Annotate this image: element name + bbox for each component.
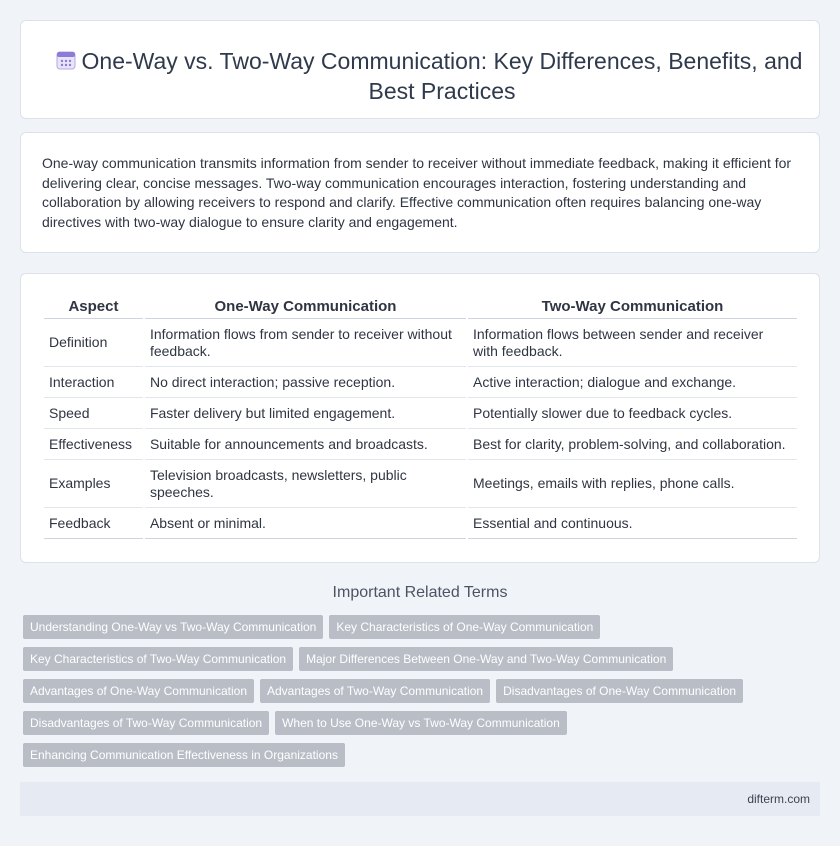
two-way-cell: Meetings, emails with replies, phone calls.	[468, 460, 797, 508]
related-terms-heading: Important Related Terms	[332, 584, 508, 601]
related-term-tag[interactable]: Understanding One-Way vs Two-Way Communication	[23, 615, 323, 639]
comparison-table	[42, 295, 799, 539]
aspect-cell: Examples	[44, 460, 143, 508]
table-row	[44, 367, 797, 398]
page-title: One-Way vs. Two-Way Communication: Key Differences, Benefits, and Best Practices	[81, 48, 803, 104]
aspect-cell: Definition	[44, 319, 143, 367]
table-row	[44, 460, 797, 508]
one-way-cell: No direct interaction; passive reception.	[145, 367, 466, 398]
two-way-cell: Potentially slower due to feedback cycles.	[468, 398, 797, 429]
intro-paragraph: One-way communication transmits information from sender to receiver without immediate feedback, making it efficient for delivering clear, concise messages. Two-way communication encourages interaction, fostering understanding and collaboration by allowing receivers to respond and clarify. Effective communication often requires balancing one-way directives with two-way dialogue to ensure clarity and engagement.	[42, 155, 792, 230]
footer-bar	[20, 782, 820, 816]
one-way-cell: Suitable for announcements and broadcasts.	[145, 429, 466, 460]
title-card	[20, 20, 820, 119]
two-way-cell: Active interaction; dialogue and exchange.	[468, 367, 797, 398]
related-term-tag[interactable]: Disadvantages of Two-Way Communication	[23, 711, 269, 735]
two-way-cell: Essential and continuous.	[468, 508, 797, 539]
one-way-cell: Absent or minimal.	[145, 508, 466, 539]
table-row	[44, 319, 797, 367]
aspect-cell: Feedback	[44, 508, 143, 539]
table-header-row	[44, 295, 797, 319]
related-term-tag[interactable]: Key Characteristics of Two-Way Communication	[23, 647, 293, 671]
related-term-tag[interactable]: Key Characteristics of One-Way Communication	[329, 615, 600, 639]
calendar-grid-icon	[55, 49, 77, 71]
one-way-cell: Television broadcasts, newsletters, public speeches.	[145, 460, 466, 508]
related-term-tag[interactable]: Enhancing Communication Effectiveness in Organizations	[23, 743, 345, 767]
aspect-cell: Effectiveness	[44, 429, 143, 460]
footer-site-name: difterm.com	[747, 792, 810, 806]
related-term-tag[interactable]: Major Differences Between One-Way and Two-Way Communication	[299, 647, 673, 671]
table-row	[44, 508, 797, 539]
two-way-cell: Best for clarity, problem-solving, and collaboration.	[468, 429, 797, 460]
one-way-cell: Faster delivery but limited engagement.	[145, 398, 466, 429]
header-two-way: Two-Way Communication	[468, 295, 797, 319]
related-term-tag[interactable]: Disadvantages of One-Way Communication	[496, 679, 743, 703]
related-term-tag[interactable]: Advantages of One-Way Communication	[23, 679, 254, 703]
aspect-cell: Interaction	[44, 367, 143, 398]
table-row	[44, 429, 797, 460]
header-one-way: One-Way Communication	[145, 295, 466, 319]
table-row	[44, 398, 797, 429]
one-way-cell: Information flows from sender to receiver without feedback.	[145, 319, 466, 367]
comparison-table-card	[20, 273, 820, 563]
intro-card	[20, 132, 820, 253]
related-terms-list	[23, 615, 813, 767]
two-way-cell: Information flows between sender and receiver with feedback.	[468, 319, 797, 367]
related-term-tag[interactable]: When to Use One-Way vs Two-Way Communication	[275, 711, 567, 735]
related-term-tag[interactable]: Advantages of Two-Way Communication	[260, 679, 490, 703]
aspect-cell: Speed	[44, 398, 143, 429]
header-aspect: Aspect	[44, 295, 143, 319]
